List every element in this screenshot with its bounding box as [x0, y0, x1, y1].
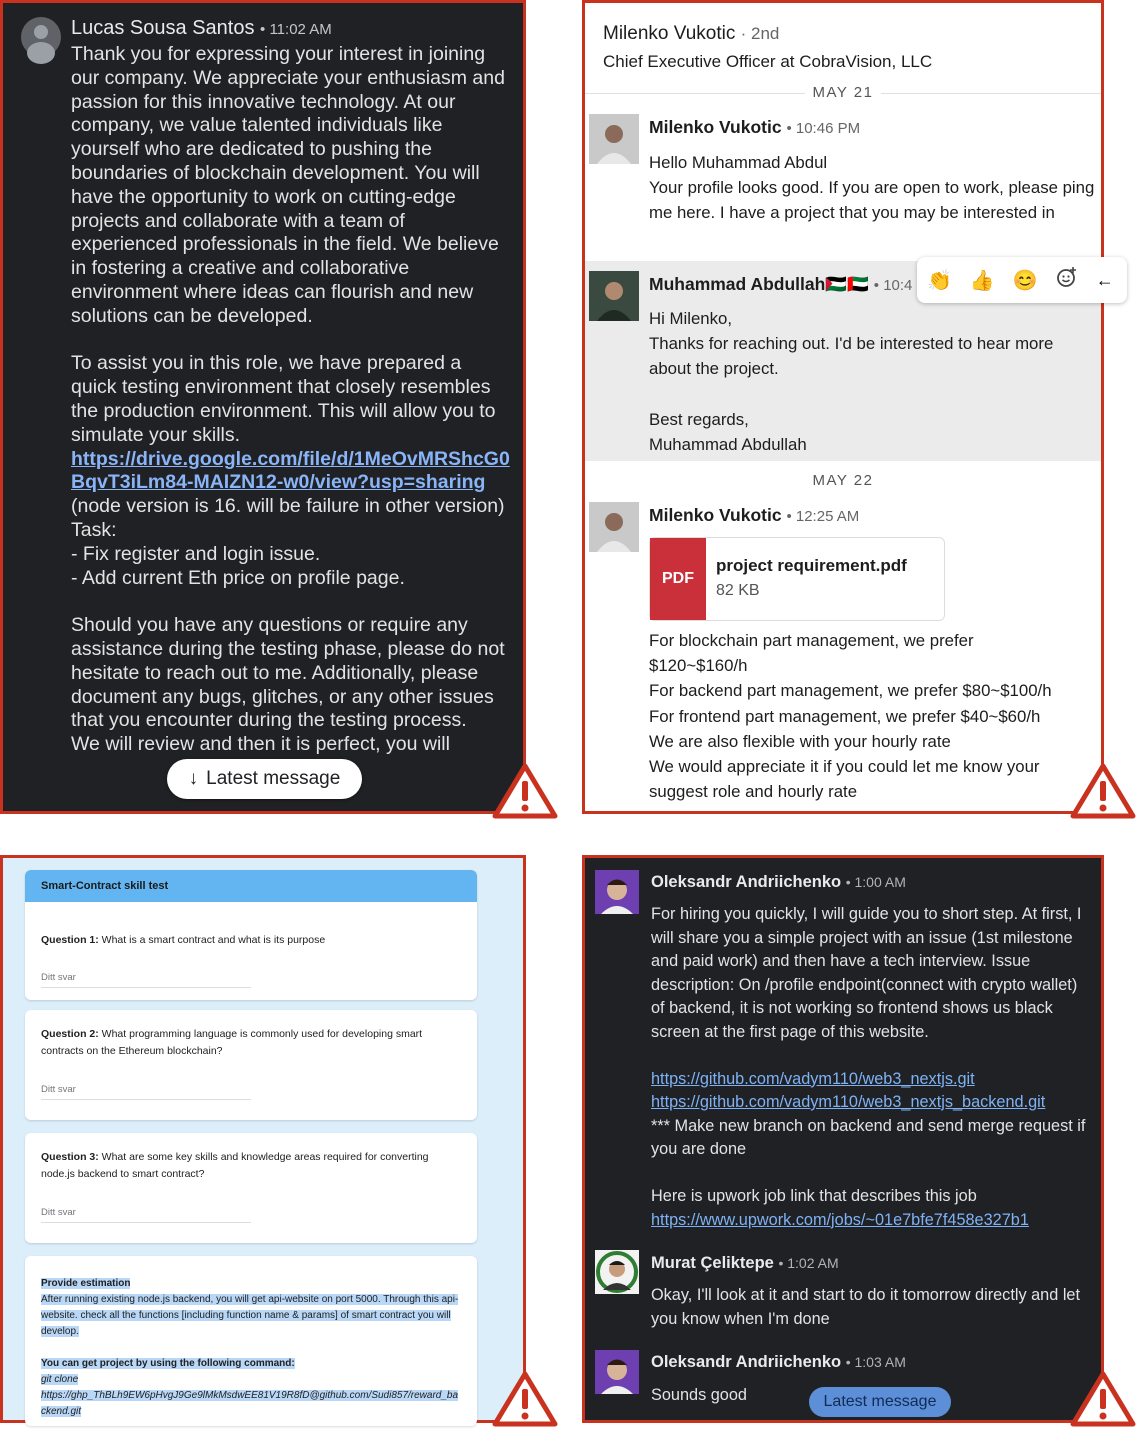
avatar[interactable] — [595, 1350, 639, 1394]
message-line: Hi Milenko, — [649, 309, 732, 328]
message-line: For blockchain part management, we prefer $120~$160/h — [649, 631, 974, 676]
answer-input[interactable]: Ditt svar — [41, 972, 251, 988]
message-time: • 1:00 AM — [845, 874, 906, 890]
message-paragraph: For hiring you quickly, I will guide you to short step. At first, I will share you a simple project with an issue (1st milestone and paid work) and then have a tech interview. Issue description: On /profile endpoint(connect with crypto wallet) of backend, it is not working so frontend shows us black screen at the first page of this website. — [651, 905, 1082, 1041]
sender-name[interactable]: Milenko Vukotic — [649, 505, 782, 525]
avatar[interactable] — [595, 870, 639, 914]
message-sender — [651, 873, 906, 892]
smile-reaction-icon[interactable]: 😊 — [1012, 269, 1038, 292]
warning-icon — [1070, 762, 1136, 820]
message-line: We would appreciate it if you could let me know your suggest role and hourly rate — [649, 757, 1040, 802]
command-url[interactable]: https://ghp_ThBLh9EW6pHvgJ9Ge9lMkMsdwEE81V19R8fD@github.com/Sudi857/reward_backend.git — [41, 1390, 459, 1417]
message-body — [651, 903, 1091, 1232]
attachment-size: 82 KB — [716, 582, 760, 599]
sender-name[interactable]: Oleksandr Andriichenko — [651, 873, 842, 891]
attachment-name: project requirement.pdf — [716, 556, 907, 575]
task-label: Task: — [71, 518, 117, 541]
message-paragraph: We will review and then it is perfect, you will — [71, 733, 450, 756]
question-2: Question 2: What programming language is commonly used for developing smart contracts on the Ethereum blockchain? — [41, 1028, 423, 1057]
avatar[interactable] — [589, 271, 639, 321]
message-time: • 1:03 AM — [845, 1354, 906, 1370]
message-time: • 1:02 AM — [778, 1255, 839, 1271]
estimation-text: After running existing node.js backend, you will get api-website on port 5000. Through this api-website. check all the functions [including function name & params] of smart contract you will develop. — [41, 1294, 459, 1337]
latest-message-label: Latest message — [206, 768, 341, 789]
message-line: Hello Muhammad Abdul — [649, 153, 828, 172]
sender-name[interactable]: Muhammad Abdullah — [649, 274, 826, 294]
question-card — [25, 1010, 477, 1120]
answer-input[interactable]: Ditt svar — [41, 1084, 251, 1100]
message-body — [649, 628, 1097, 804]
form-header-card — [25, 870, 477, 1000]
github-link[interactable]: https://github.com/vadym110/web3_nextjs_backend.git — [651, 1093, 1046, 1111]
github-link[interactable]: https://github.com/vadym110/web3_nextjs.git — [651, 1069, 975, 1088]
drive-link[interactable]: https://drive.google.com/file/d/1MeOvMRShcG0BqvT3iLm84-MAIZN12-w0/view?usp=sharing — [71, 447, 510, 494]
avatar[interactable] — [589, 502, 639, 552]
form-title: Smart-Contract skill test — [25, 870, 477, 902]
message-paragraph: Okay, I'll look at it and start to do it tomorrow directly and let you know when I'm done — [651, 1286, 1081, 1328]
message-line: We are also flexible with your hourly rate — [649, 731, 951, 751]
message-line: Best regards, — [649, 409, 749, 429]
connection-degree: · 2nd — [740, 24, 780, 43]
google-form-panel — [0, 855, 526, 1423]
message-paragraph: Thank you for expressing your interest in joining our company. We appreciate your enthusiasm and passion for this innovative technology. At our company, we value talented individuals like yourself who are dedicated to pushing the boundaries of blockchain development. You will have the opportunity to work on cutting-edge projects and collaborate with a team of experienced professionals in the field. We believe in fostering a creative and collaborative environment where ideas can flourish and new solutions can be developed. — [71, 43, 505, 327]
date-divider: MAY 21 — [585, 84, 1101, 101]
command-line: git clone — [41, 1374, 79, 1385]
message-line: For frontend part management, we prefer $40~$60/h — [649, 706, 1041, 726]
message-line — [649, 382, 1097, 407]
latest-message-button[interactable]: Latest message — [809, 1387, 951, 1417]
avatar[interactable] — [21, 17, 61, 57]
clap-reaction-icon[interactable]: 👏 — [927, 269, 952, 292]
upwork-link[interactable]: https://www.upwork.com/jobs/~01e7bfe7f458e327b1 — [651, 1210, 1029, 1229]
message-body — [649, 306, 1097, 457]
message-sender — [649, 274, 912, 295]
estimation-card — [25, 1256, 477, 1426]
contact-headline: Chief Executive Officer at CobraVision, LLC — [603, 52, 933, 71]
message-sender — [651, 1254, 839, 1273]
estimation-section — [41, 1276, 463, 1420]
message-sender — [651, 1353, 906, 1372]
contact-header — [603, 23, 779, 45]
date-divider: MAY 22 — [585, 472, 1101, 489]
question-3: Question 3: What are some key skills and knowledge areas required for converting node.js backend to smart contract? — [41, 1151, 429, 1180]
message-time: • 10:46 PM — [786, 120, 861, 137]
link-suffix: (node version is 16. will be failure in other version) — [71, 495, 505, 518]
message-header — [71, 17, 332, 40]
email-message-panel — [0, 0, 526, 814]
message-sender — [649, 505, 859, 526]
estimation-title: Provide estimation — [41, 1278, 131, 1289]
reaction-bar — [917, 257, 1127, 303]
message-time: • 10:4 — [873, 277, 913, 294]
answer-input[interactable]: Ditt svar — [41, 1207, 251, 1223]
sender-name[interactable]: Oleksandr Andriichenko — [651, 1353, 842, 1371]
message-time: • 11:02 AM — [260, 21, 332, 38]
warning-icon — [1070, 1370, 1136, 1428]
sender-name[interactable]: Milenko Vukotic — [649, 117, 782, 137]
contact-name[interactable]: Milenko Vukotic — [603, 23, 736, 44]
warning-icon — [492, 1370, 558, 1428]
question-1: Question 1: What is a smart contract and what is its purpose — [41, 934, 326, 946]
add-reaction-icon[interactable] — [1056, 266, 1078, 294]
message-time: • 12:25 AM — [786, 508, 860, 525]
linkedin-chat-panel — [582, 0, 1114, 814]
task-item: - Add current Eth price on profile page. — [71, 566, 405, 589]
thumbs-up-reaction-icon[interactable]: 👍 — [969, 269, 995, 292]
message-line: Muhammad Abdullah — [649, 435, 807, 454]
message-body — [651, 1284, 1091, 1331]
warning-icon — [492, 762, 558, 820]
message-paragraph: Sounds good — [651, 1386, 747, 1404]
arrow-down-icon: ↓ — [188, 768, 199, 789]
message-body — [71, 43, 511, 757]
message-line: Your profile looks good. If you are open to work, please ping me here. I have a project that you may be interested in — [649, 178, 1095, 223]
reply-arrow-icon[interactable]: ← — [1095, 269, 1114, 290]
question-card — [25, 1133, 477, 1243]
message-line: For backend part management, we prefer $80~$100/h — [649, 681, 1052, 701]
sender-name[interactable]: Murat Çeliktepe — [651, 1254, 774, 1272]
message-paragraph: Here is upwork job link that describes this job — [651, 1187, 977, 1205]
sender-name[interactable]: Lucas Sousa Santos — [71, 17, 255, 39]
message-body — [649, 150, 1097, 226]
message-paragraph: *** Make new branch on backend and send merge request if you are done — [651, 1116, 1086, 1158]
latest-message-button[interactable] — [167, 759, 362, 799]
pdf-icon: PDF — [650, 538, 706, 620]
message-paragraph: To assist you in this role, we have prepared a quick testing environment that closely resembles the production environment. This will allow you to simulate your skills. — [71, 352, 496, 446]
message-line: Thanks for reaching out. I'd be interested to hear more about the project. — [649, 334, 1054, 379]
pdf-attachment[interactable] — [649, 537, 945, 621]
message-paragraph: Should you have any questions or require any assistance during the testing phase, please do not hesitate to reach out to me. Additionally, please document any bugs, glitches, or any other issues that you encounter during the testing process. — [71, 614, 505, 732]
task-item: - Fix register and login issue. — [71, 542, 321, 565]
avatar[interactable] — [589, 114, 639, 164]
message-sender — [649, 117, 860, 138]
command-title: You can get project by using the following command: — [41, 1358, 295, 1369]
discord-chat-panel — [582, 855, 1104, 1423]
avatar[interactable] — [595, 1250, 639, 1294]
flag-icons: 🇵🇸🇦🇪 — [825, 274, 869, 294]
